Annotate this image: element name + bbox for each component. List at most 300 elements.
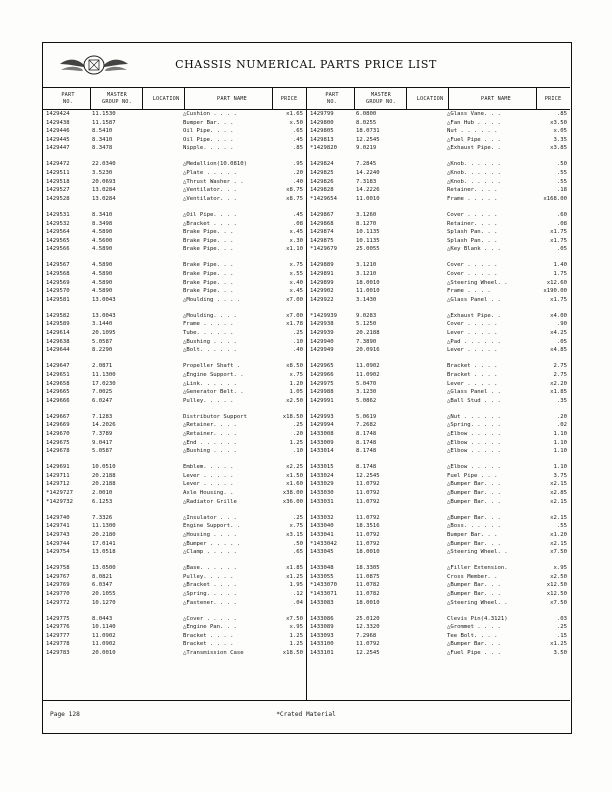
cell-price: .55 (556, 170, 567, 177)
table-row[interactable] (42, 169, 306, 178)
column-header-part-no: PART NO. (61, 92, 75, 105)
table-row[interactable] (42, 522, 306, 531)
table-row[interactable] (306, 640, 570, 649)
table-row[interactable] (306, 228, 570, 237)
table-row[interactable] (42, 312, 306, 321)
cell-price: x18.50 (282, 650, 303, 657)
cell-part-no: 1429565 (46, 237, 70, 244)
table-row[interactable] (306, 160, 570, 169)
table-row[interactable] (306, 270, 570, 279)
cell-part-name: △Filler Extension. (447, 565, 508, 572)
table-row[interactable] (42, 623, 306, 632)
cell-master-group-no: 20.2180 (92, 531, 116, 538)
table-row[interactable] (306, 413, 570, 422)
cell-price: x4.00 (550, 312, 567, 319)
table-row[interactable] (306, 447, 570, 456)
cell-part-name: △Insulator . . . (183, 514, 237, 521)
cell-master-group-no: 12.2545 (356, 650, 380, 657)
cell-price: x7.00 (286, 312, 303, 319)
table-row[interactable] (42, 573, 306, 582)
cell-master-group-no: 11.1300 (92, 371, 116, 378)
table-row[interactable] (306, 195, 570, 204)
table-row[interactable] (42, 388, 306, 397)
cell-master-group-no: 11.0875 (356, 573, 380, 580)
cell-part-no: 1429564 (46, 229, 70, 236)
table-row[interactable] (42, 296, 306, 305)
table-row[interactable] (306, 649, 570, 658)
cell-part-name: △Fuel Pipe . . . (447, 136, 501, 143)
cell-price: x2.50 (286, 397, 303, 404)
cell-price: .05 (556, 246, 567, 253)
cell-price: x18.50 (282, 413, 303, 420)
table-row[interactable] (306, 346, 570, 355)
cell-master-group-no: 10.1270 (92, 599, 116, 606)
cell-price: x2.15 (550, 540, 567, 547)
cell-part-name: Frame . . . . . (447, 195, 498, 202)
table-row[interactable] (42, 514, 306, 523)
cell-part-name: △End . . . . . . (183, 439, 237, 446)
table-row[interactable] (306, 439, 570, 448)
table-row[interactable] (42, 413, 306, 422)
cell-price: x1.78 (286, 321, 303, 328)
cell-price: x1.85 (550, 389, 567, 396)
table-row[interactable] (42, 144, 306, 153)
table-row[interactable] (42, 590, 306, 599)
cell-part-name: Cover . . . . . (447, 321, 498, 328)
cell-part-no: 1429783 (46, 650, 70, 657)
cell-part-no: 1429778 (46, 641, 70, 648)
cell-master-group-no: 20.1055 (92, 591, 116, 597)
cell-part-name: Lever . . . . . (447, 330, 498, 337)
cell-master-group-no: 7.1283 (92, 413, 113, 420)
cell-master-group-no: 7.3183 (356, 178, 377, 185)
table-row[interactable] (42, 480, 306, 489)
cell-part-name: △Knob. . . . . . (447, 178, 501, 185)
cell-price: .04 (292, 599, 303, 606)
table-row[interactable] (42, 489, 306, 498)
cell-price: x3.15 (286, 531, 303, 538)
part-group (42, 615, 306, 658)
cell-master-group-no: 10.1135 (356, 237, 380, 244)
cell-price: x.95 (553, 565, 567, 572)
cell-part-name: △Bolt. . . . . . (183, 347, 237, 354)
table-row[interactable] (306, 119, 570, 128)
table-row[interactable] (42, 320, 306, 329)
table-row[interactable] (42, 119, 306, 128)
cell-master-group-no: 13.0284 (92, 187, 116, 194)
part-group (42, 261, 306, 304)
table-row[interactable] (306, 178, 570, 187)
cell-master-group-no: 8.1748 (356, 439, 377, 446)
cell-part-no: *1433042 (310, 540, 337, 547)
part-group (306, 413, 570, 456)
cell-part-no: 1429826 (310, 178, 334, 185)
cell-master-group-no: 11.0010 (356, 288, 380, 295)
cell-part-no: 1429740 (46, 514, 70, 521)
cell-price: x190.00 (543, 288, 567, 295)
cell-price: .20 (292, 170, 303, 177)
cell-part-name: Retainer. . . . (447, 187, 498, 194)
table-row[interactable] (306, 421, 570, 430)
table-row[interactable] (42, 615, 306, 624)
table-row[interactable] (306, 573, 570, 582)
cell-price: .02 (556, 422, 567, 429)
cell-price: .12 (292, 591, 303, 597)
table-row[interactable] (306, 632, 570, 641)
cell-part-no: 1429743 (46, 531, 70, 538)
cell-price: .25 (292, 514, 303, 521)
cell-master-group-no: 8.3498 (92, 220, 113, 227)
part-group (306, 564, 570, 607)
cell-part-no: 1429889 (310, 262, 334, 269)
table-row[interactable] (42, 599, 306, 608)
cell-master-group-no: 13.0518 (92, 549, 116, 556)
cell-part-no: 1433089 (310, 624, 334, 631)
table-row[interactable] (42, 421, 306, 430)
cell-part-name: △Oil Pipe. . . . (183, 211, 237, 218)
rule-location-2 (448, 88, 449, 110)
cell-part-name: Frame . . . . (447, 288, 491, 295)
table-row[interactable] (42, 362, 306, 371)
table-row[interactable] (42, 136, 306, 145)
table-row[interactable] (42, 211, 306, 220)
table-row[interactable] (42, 346, 306, 355)
cell-master-group-no: 18.3516 (356, 523, 380, 530)
cell-master-group-no: 20.2188 (92, 472, 116, 479)
cell-price: x7.00 (286, 296, 303, 303)
table-row[interactable] (42, 270, 306, 279)
cell-part-name: △Bumper Bar. . . (447, 641, 501, 648)
table-row[interactable] (306, 615, 570, 624)
cell-price: 1.75 (553, 271, 567, 277)
cell-part-no: 1429658 (46, 380, 70, 387)
cell-part-no: 1429988 (310, 389, 334, 396)
cell-price: x1.25 (286, 573, 303, 580)
table-row[interactable] (42, 463, 306, 472)
cell-part-no: 1433008 (310, 431, 334, 437)
cell-price: .10 (292, 448, 303, 455)
table-row[interactable] (42, 540, 306, 549)
cell-part-no: 1429769 (46, 582, 70, 589)
table-row[interactable] (42, 186, 306, 195)
table-row[interactable] (306, 514, 570, 523)
table-row[interactable] (42, 531, 306, 540)
cell-master-group-no: 5.0587 (92, 448, 113, 455)
table-row[interactable] (42, 640, 306, 649)
cell-part-no: 1429741 (46, 523, 70, 530)
cell-part-name: Pulley. . . . . (183, 397, 234, 404)
cell-part-no: 1433009 (310, 439, 334, 446)
cell-master-group-no: 3.1440 (92, 321, 113, 328)
table-row[interactable] (42, 439, 306, 448)
table-row[interactable] (306, 430, 570, 439)
cell-price: x7.50 (286, 615, 303, 622)
cell-part-no: 1429777 (46, 632, 70, 639)
cell-part-name: △Elbow . . . . . (447, 464, 501, 471)
cell-price: x7.50 (550, 599, 567, 606)
table-row[interactable] (306, 623, 570, 632)
cell-master-group-no: 3.1430 (356, 296, 377, 303)
footnote: *Crated Material (276, 711, 336, 718)
table-row[interactable] (306, 548, 570, 557)
table-row[interactable] (306, 540, 570, 549)
cell-part-no: 1429567 (46, 262, 70, 269)
table-row[interactable] (42, 127, 306, 136)
cell-part-no: 1429754 (46, 549, 70, 556)
table-row[interactable] (42, 110, 306, 119)
cell-price: x2.50 (550, 573, 567, 580)
cell-price: .40 (292, 347, 303, 354)
table-row[interactable] (306, 144, 570, 153)
cell-part-no: 1429644 (46, 347, 70, 354)
table-row[interactable] (306, 329, 570, 338)
table-row[interactable] (306, 312, 570, 321)
table-row[interactable] (306, 186, 570, 195)
cell-part-no: 1429875 (310, 237, 334, 244)
table-row[interactable] (42, 220, 306, 229)
table-row[interactable] (306, 245, 570, 254)
table-row[interactable] (42, 430, 306, 439)
table-row[interactable] (306, 279, 570, 288)
table-row[interactable] (42, 397, 306, 406)
cell-master-group-no: 9.0417 (92, 439, 113, 446)
cell-part-no: *1429939 (310, 312, 337, 319)
table-row[interactable] (306, 127, 570, 136)
cell-master-group-no: 11.1530 (92, 111, 116, 117)
parts-table (42, 110, 570, 700)
cell-part-name: △Steering Wheel. . (447, 279, 508, 286)
cell-price: .10 (292, 338, 303, 345)
cell-part-no: 1429966 (310, 371, 334, 378)
cell-master-group-no: 6.1253 (92, 498, 113, 505)
rule-part-no-2 (354, 88, 355, 110)
table-row[interactable] (306, 480, 570, 489)
table-row[interactable] (42, 548, 306, 557)
table-row[interactable] (306, 320, 570, 329)
table-row[interactable] (42, 581, 306, 590)
cell-part-name: Splash Pan. . . (447, 237, 498, 244)
cell-part-name: △Boss. . . . . . (447, 523, 501, 530)
cell-master-group-no: 11.0792 (356, 641, 380, 648)
cell-master-group-no: 8.1748 (356, 431, 377, 437)
table-row[interactable] (42, 371, 306, 380)
table-row[interactable] (42, 649, 306, 658)
cell-part-name: △Ball Stud . . . (447, 397, 501, 404)
cell-part-no: *1429820 (310, 145, 337, 152)
cell-part-name: Bumper Bar. . . (183, 119, 234, 126)
table-row[interactable] (306, 110, 570, 119)
page-footer (42, 700, 570, 732)
cell-part-name: △Glass Panel . . (447, 389, 501, 396)
table-row[interactable] (306, 531, 570, 540)
table-row[interactable] (306, 581, 570, 590)
table-row[interactable] (42, 632, 306, 641)
cell-price: .05 (556, 338, 567, 345)
cell-part-name: △Ventilator. . . (183, 187, 237, 194)
cell-price: x.55 (289, 271, 303, 277)
cell-part-no: 1429691 (46, 464, 70, 471)
table-row[interactable] (306, 338, 570, 347)
cell-price: x1.85 (286, 565, 303, 572)
cell-part-name: Bumper Bar. . . (447, 531, 498, 538)
table-row[interactable] (306, 380, 570, 389)
cell-price: 1.10 (553, 439, 567, 446)
cell-part-name: △Cover . . . . . (183, 615, 237, 622)
cell-part-name: △Bushing . . . . (183, 448, 237, 455)
cell-master-group-no: 18.3305 (356, 565, 380, 572)
cell-price: x1.60 (286, 481, 303, 488)
table-row[interactable] (306, 296, 570, 305)
cell-master-group-no: 12.2545 (356, 472, 380, 479)
cell-price: x.45 (289, 288, 303, 295)
table-row[interactable] (306, 522, 570, 531)
table-row[interactable] (42, 287, 306, 296)
cell-part-no: 1429665 (46, 389, 70, 396)
cell-master-group-no: 11.0792 (356, 490, 380, 497)
cell-part-no: 1429472 (46, 161, 70, 168)
cell-price: x4.25 (550, 330, 567, 337)
cell-price: x8.75 (286, 195, 303, 202)
table-row[interactable] (306, 388, 570, 397)
cell-part-no: 1429938 (310, 321, 334, 328)
cell-part-no: 1429712 (46, 481, 70, 488)
cell-part-name: △Retainer. . . . (183, 431, 237, 437)
cell-part-no: 1433015 (310, 464, 334, 471)
cell-part-no: *1433070 (310, 582, 337, 589)
cell-master-group-no: 7.3789 (92, 431, 113, 437)
table-row[interactable] (42, 279, 306, 288)
cell-price: x.45 (289, 229, 303, 236)
cell-part-no: 1429589 (46, 321, 70, 328)
cell-part-no: 1433086 (310, 615, 334, 622)
cell-part-no: 1429568 (46, 271, 70, 277)
table-row[interactable] (306, 590, 570, 599)
cell-part-no: 1429891 (310, 271, 334, 277)
table-row[interactable] (42, 245, 306, 254)
table-row[interactable] (306, 463, 570, 472)
table-row[interactable] (306, 169, 570, 178)
table-row[interactable] (306, 287, 570, 296)
cell-part-no: 1429776 (46, 624, 70, 631)
table-row[interactable] (42, 228, 306, 237)
table-row[interactable] (306, 371, 570, 380)
cell-master-group-no: 20.0916 (356, 347, 380, 354)
cell-master-group-no: 7.3326 (92, 514, 113, 521)
cell-part-no: 1429993 (310, 413, 334, 420)
cell-part-no: 1429939 (310, 330, 334, 337)
table-row[interactable] (306, 237, 570, 246)
table-row[interactable] (42, 498, 306, 507)
table-row[interactable] (42, 472, 306, 481)
table-row[interactable] (306, 220, 570, 229)
cell-master-group-no: 10.1140 (92, 624, 116, 631)
cell-part-name: △Key Blank . . . (447, 246, 501, 253)
cell-part-name: △Spring. . . . . (183, 591, 237, 597)
cell-price: x.75 (289, 371, 303, 378)
cell-part-name: △Thrust Washer . . (183, 178, 244, 185)
cell-master-group-no: 4.5890 (92, 279, 113, 286)
cell-master-group-no: 6.0347 (92, 582, 113, 589)
cell-part-no: 1429527 (46, 187, 70, 194)
rule-location (184, 88, 185, 110)
cell-part-no: *1429679 (310, 246, 337, 253)
cell-part-no: 1433101 (310, 650, 334, 657)
table-row[interactable] (306, 136, 570, 145)
cell-part-name: Emblem. . . . . (183, 464, 234, 471)
cell-part-no: 1429899 (310, 279, 334, 286)
table-row[interactable] (306, 498, 570, 507)
table-row[interactable] (42, 237, 306, 246)
table-row[interactable] (42, 178, 306, 187)
cell-part-name: Nut . . . . . . (447, 128, 498, 135)
cell-part-name: △Link. . . . . . (183, 380, 237, 387)
cell-master-group-no: 3.1210 (356, 262, 377, 269)
table-row[interactable] (42, 195, 306, 204)
cell-master-group-no: 9.0283 (356, 312, 377, 319)
cell-part-no: 1429767 (46, 573, 70, 580)
cell-price: x.40 (289, 279, 303, 286)
table-row[interactable] (306, 397, 570, 406)
table-row[interactable] (42, 447, 306, 456)
cell-master-group-no: 4.5890 (92, 246, 113, 253)
cell-price: 2.75 (553, 363, 567, 370)
cell-price: 1.10 (553, 448, 567, 455)
rule-part-name-2 (536, 88, 537, 110)
cell-master-group-no: 8.1748 (356, 448, 377, 455)
table-row[interactable] (306, 599, 570, 608)
cell-part-name: △Transmission Case (183, 650, 244, 657)
table-row[interactable] (42, 160, 306, 169)
part-group (306, 261, 570, 304)
cell-price: x36.00 (282, 498, 303, 505)
part-group (306, 463, 570, 506)
cell-part-name: △Engine Support. . (183, 371, 244, 378)
table-row[interactable] (42, 261, 306, 270)
cell-part-no: 1429569 (46, 279, 70, 286)
table-row[interactable] (306, 564, 570, 573)
cell-part-no: 1429922 (310, 296, 334, 303)
cell-master-group-no: 11.0902 (356, 363, 380, 370)
table-row[interactable] (42, 329, 306, 338)
cell-master-group-no: 10.0510 (92, 464, 116, 471)
cell-part-no: 1429582 (46, 312, 70, 319)
cell-part-name: Bracket . . . . (183, 641, 234, 648)
cell-master-group-no: 20.1095 (92, 330, 116, 337)
table-row[interactable] (42, 380, 306, 389)
cell-price: x1.65 (286, 111, 303, 117)
cell-price: .65 (292, 549, 303, 556)
cell-part-no: *1429654 (310, 195, 337, 202)
cell-price: .08 (556, 220, 567, 227)
cell-part-no: 1433032 (310, 514, 334, 521)
cell-price: .08 (292, 220, 303, 227)
cell-part-name: Lever . . . . . (183, 481, 234, 488)
table-row[interactable] (306, 261, 570, 270)
cell-price: 1.10 (553, 464, 567, 471)
table-row[interactable] (306, 489, 570, 498)
table-row[interactable] (306, 362, 570, 371)
table-row[interactable] (42, 564, 306, 573)
cell-part-no: 1429511 (46, 170, 70, 177)
cell-master-group-no: 11.1587 (92, 119, 116, 126)
table-row[interactable] (42, 338, 306, 347)
cell-part-no: 1429799 (310, 111, 334, 117)
cell-part-no: 1429949 (310, 347, 334, 354)
table-row[interactable] (306, 211, 570, 220)
table-row[interactable] (306, 472, 570, 481)
cell-price: .18 (556, 187, 567, 194)
cell-part-no: 1429651 (46, 371, 70, 378)
